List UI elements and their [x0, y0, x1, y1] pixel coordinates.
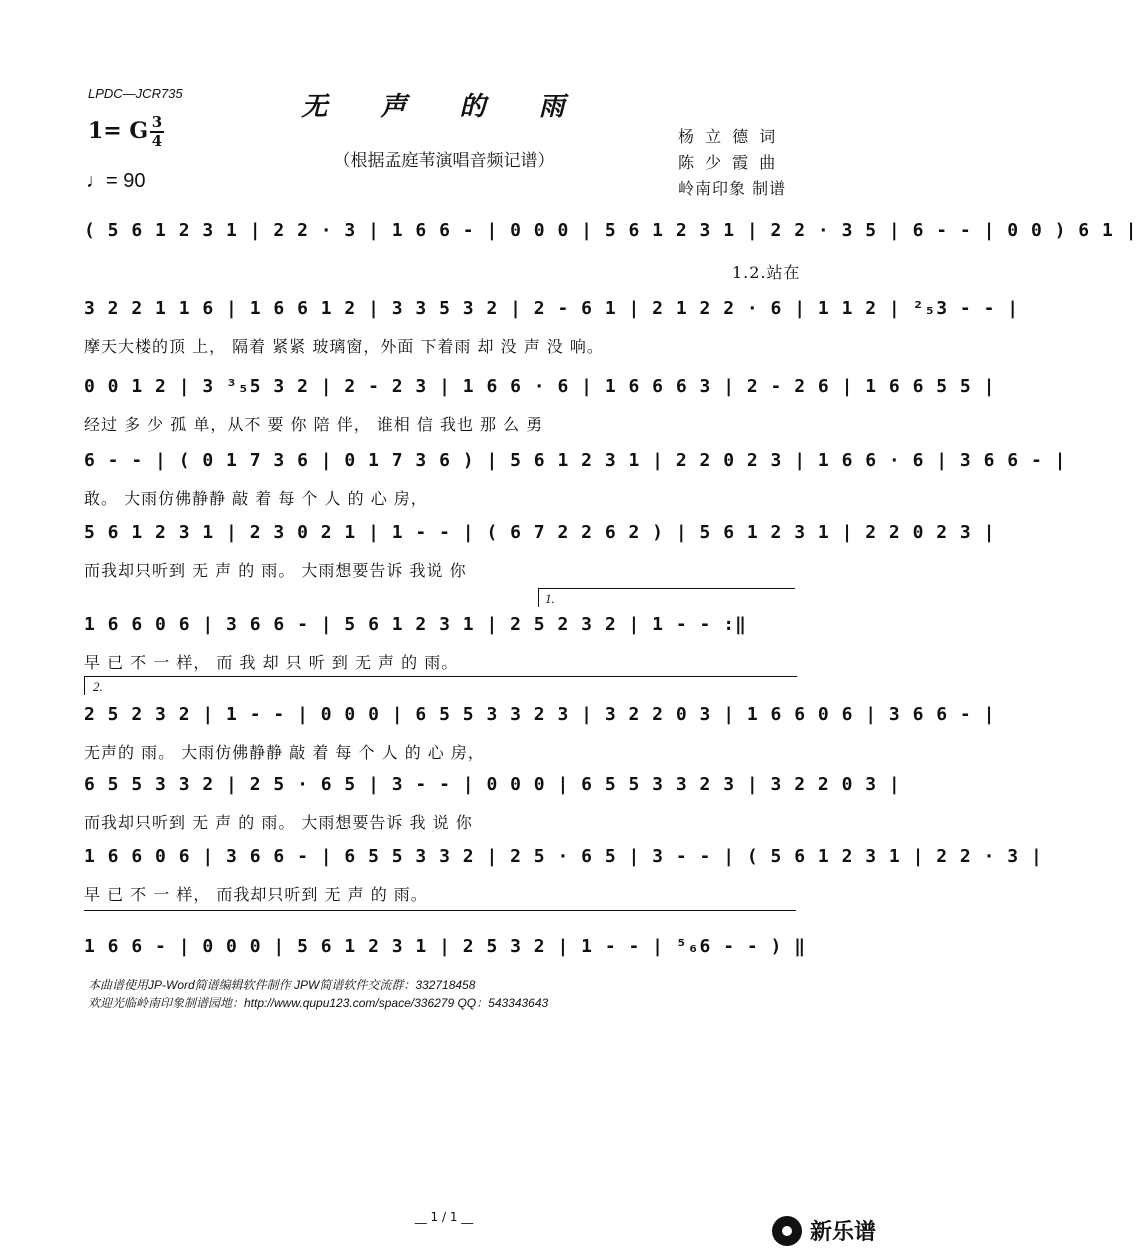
music-line-3: 0 0 1 2 | 3 ³₅5 3 2 | 2 - 2 3 | 1 6 6 · 6 | 1 6 6 6 3 | 2 - 2 6 | 1 6 6 5 5 |	[84, 376, 996, 397]
composer-credit: 陈 少 霞 曲	[678, 153, 779, 172]
page-number: __ 1 / 1 __	[414, 1210, 474, 1224]
lyric-line-7: 无声的 雨。 大雨仿佛静静 敲 着 每 个 人 的 心 房，	[84, 743, 485, 762]
vinyl-record-icon	[772, 1216, 802, 1246]
song-subtitle: （根据孟庭苇演唱音频记谱）	[333, 151, 555, 171]
music-line-1: ( 5 6 1 2 3 1 | 2 2 · 3 | 1 6 6 - | 0 0 0 | 5 6 1 2 3 1 | 2 2 · 3 5 | 6 - - | 0 0 ) 6 1 |	[84, 220, 1138, 241]
lyric-line-4: 敢。 大雨仿佛静静 敲 着 每 个 人 的 心 房，	[84, 489, 428, 508]
key-signature: 1= G	[88, 118, 149, 144]
music-line-5: 5 6 1 2 3 1 | 2 3 0 2 1 | 1 - - | ( 6 7 2 2 6 2 ) | 5 6 1 2 3 1 | 2 2 0 2 3 |	[84, 522, 996, 543]
volta-first-ending	[538, 588, 795, 607]
lyric-line-3: 经过 多 少 孤 单，从不 要 你 陪 伴， 谁相 信 我也 那 么 勇	[84, 415, 544, 434]
lyric-line-6: 早 已 不 一 样， 而 我 却 只 听 到 无 声 的 雨。	[84, 653, 459, 672]
music-line-4: 6 - - | ( 0 1 7 3 6 | 0 1 7 3 6 ) | 5 6 1 2 3 1 | 2 2 0 2 3 | 1 6 6 · 6 | 3 6 6 - |	[84, 450, 1067, 471]
music-line-10: 1 6 6 - | 0 0 0 | 5 6 1 2 3 1 | 2 5 3 2 | 1 - - | ⁵₆6 - - ) ‖	[84, 936, 807, 957]
score-code: LPDC—JCR735	[88, 86, 183, 101]
time-signature-top: 3	[151, 113, 163, 131]
song-title: 无 声 的 雨	[301, 92, 587, 122]
lyric-line-2: 摩天大楼的顶 上， 隔着 紧紧 玻璃窗，外面 下着雨 却 没 声 没 响。	[84, 337, 604, 356]
lyric-line-5: 而我却只听到 无 声 的 雨。 大雨想要告诉 我说 你	[84, 561, 467, 580]
lyric-line-8: 而我却只听到 无 声 的 雨。 大雨想要告诉 我 说 你	[84, 813, 473, 832]
time-signature-bottom: 4	[151, 132, 163, 150]
lyricist-credit: 杨 立 德 词	[678, 127, 779, 146]
logo-text: 新乐谱	[809, 1220, 876, 1245]
arranger-credit: 岭南印象 制谱	[678, 179, 787, 198]
time-signature	[150, 114, 164, 150]
footer-line-1: 本曲谱使用JP-Word简谱编辑软件制作 JPW简谱软件交流群：332718458	[88, 978, 476, 992]
site-logo[interactable]	[772, 1215, 876, 1246]
volta-second-ending	[84, 676, 797, 695]
music-line-2: 3 2 2 1 1 6 | 1 6 6 1 2 | 3 3 5 3 2 | 2 - 6 1 | 2 1 2 2 · 6 | 1 1 2 | ²₅3 - - |	[84, 298, 1020, 319]
music-line-8: 6 5 5 3 3 2 | 2 5 · 6 5 | 3 - - | 0 0 0 | 6 5 5 3 3 2 3 | 3 2 2 0 3 |	[84, 774, 901, 795]
music-line-6: 1 6 6 0 6 | 3 6 6 - | 5 6 1 2 3 1 | 2 5 2 3 2 | 1 - - :‖	[84, 614, 747, 635]
lyric-line-9: 早 已 不 一 样， 而我却只听到 无 声 的 雨。	[84, 885, 428, 904]
volta-first-label: 1.	[545, 591, 555, 606]
tempo-marking: ♩= 90	[86, 170, 146, 192]
volta-second-label: 2.	[93, 679, 103, 694]
lyric-pickup: 1.2.站在	[732, 263, 801, 282]
footer-line-2: 欢迎光临岭南印象制谱园地：http://www.qupu123.com/space/336279 QQ：543343643	[88, 996, 549, 1010]
coda-bracket	[84, 910, 796, 929]
music-line-7: 2 5 2 3 2 | 1 - - | 0 0 0 | 6 5 5 3 3 2 3 | 3 2 2 0 3 | 1 6 6 0 6 | 3 6 6 - |	[84, 704, 996, 725]
music-line-9: 1 6 6 0 6 | 3 6 6 - | 6 5 5 3 3 2 | 2 5 · 6 5 | 3 - - | ( 5 6 1 2 3 1 | 2 2 · 3 |	[84, 846, 1043, 867]
